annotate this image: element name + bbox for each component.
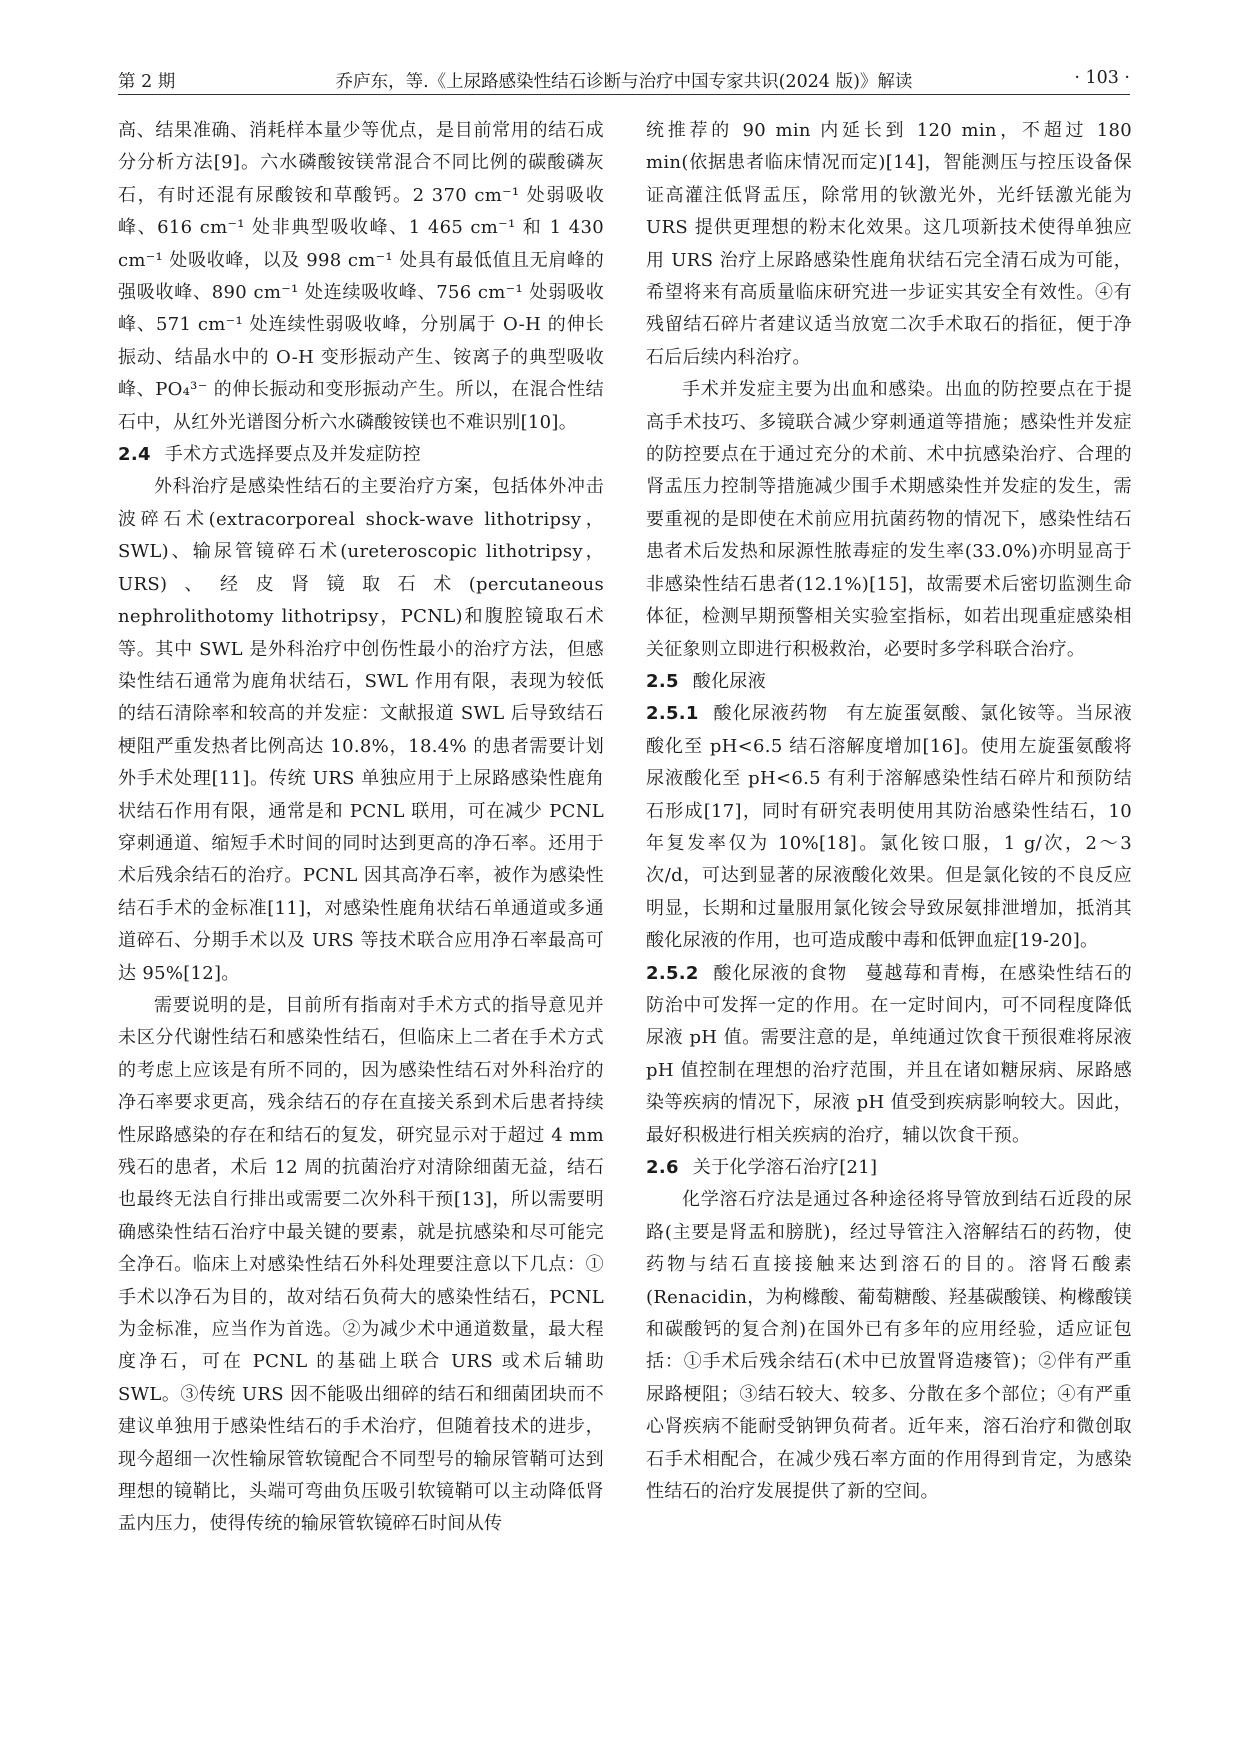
- section-title: 关于化学溶石治疗[21]: [692, 1157, 878, 1178]
- section-number: 2.4: [118, 444, 151, 466]
- subsection-title: 酸化尿液的食物: [712, 962, 848, 984]
- paragraph: 统推荐的 90 min 内延长到 120 min，不超过 180 min(依据患者临床情况而定)[14]，智能测压与控压设备保证高灌注低肾盂压，除常用的钬激光外，光纤铥激光能为 URS 提供更理想的粉末化效果。这几项新技术使得单独应用 URS 治疗上尿路感染性鹿角状结石完全清石成为可能，希望将来有高质量临床研究进一步证实其安全有效性。④有残留结石碎片者建议适当放宽二次手术取石的指征，便于净石后后续内科治疗。: [646, 120, 1132, 368]
- paragraph: 化学溶石疗法是通过各种途径将导管放到结石近段的尿路(主要是肾盂和膀胱)，经过导管注入溶解结石的药物，使药物与结石直接接触来达到溶石的目的。溶肾石酸素(Renacidin，为枸橼酸、葡萄糖酸、羟基碳酸镁、枸橼酸镁和碳酸钙的复合剂)在国外已有多年的应用经验，适应证包括：①手术后残余结石(术中已放置肾造瘘管)；②伴有严重尿路梗阻；③结石较大、较多、分散在多个部位；④有严重心肾疾病不能耐受钠钾负荷者。近年来，溶石治疗和微创取石手术相配合，在减少残石率方面的作用得到肯定，为感染性结石的治疗发展提供了新的空间。: [646, 1189, 1132, 1503]
- left-column: [118, 115, 604, 1541]
- subsection-2-5-2: [646, 958, 1132, 1152]
- running-title: 乔庐东，等.《上尿路感染性结石诊断与治疗中国专家共识(2024 版)》解读: [335, 72, 913, 92]
- right-column: [646, 115, 1132, 1508]
- subsection-title: 酸化尿液药物: [712, 703, 829, 725]
- paragraph: 高、结果准确、消耗样本量少等优点，是目前常用的结石成分分析方法[9]。六水磷酸铵镁常混合不同比例的碳酸磷灰石，有时还混有尿酸铵和草酸钙。2 370 cm⁻¹ 处弱吸收峰、616 cm⁻¹ 处非典型吸收峰、1 465 cm⁻¹ 和 1 430 cm⁻¹ 处吸收峰，以及 998 cm⁻¹ 处具有最低值且无肩峰的强吸收峰、890 cm⁻¹ 处连续吸收峰、756 cm⁻¹ 处弱吸收峰、571 cm⁻¹ 处连续性弱吸收峰，分别属于 O-H 的伸长振动、结晶水中的 O-H 变形振动产生、铵离子的典型吸收峰、PO₄³⁻ 的伸长振动和变形振动产生。所以，在混合性结石中，从红外光谱图分析六水磷酸铵镁也不难识别[10]。: [118, 120, 604, 433]
- section-heading-2-4: [118, 439, 604, 471]
- section-title: 酸化尿液: [692, 670, 766, 692]
- issue-number: 第 2 期: [118, 72, 176, 92]
- section-title: 手术方式选择要点及并发症防控: [164, 444, 421, 466]
- paragraph: 需要说明的是，目前所有指南对手术方式的指导意见并未区分代谢性结石和感染性结石，但临床上二者在手术方式的考虑上应该是有所不同的，因为感染性结石对外科治疗的净石率要求更高，残余结石的存在直接关系到术后患者持续性尿路感染的存在和结石的复发，研究显示对于超过 4 mm 残石的患者，术后 12 周的抗菌治疗对清除细菌无益，结石也最终无法自行排出或需要二次外科干预[13]，所以需要明确感染性结石治疗中最关键的要素，就是抗感染和尽可能完全净石。临床上对感染性结石外科处理要注意以下几点：①手术以净石为目的，故对结石负荷大的感染性结石，PCNL 为金标准，应当作为首选。②为减少术中通道数量，最大程度净石，可在 PCNL 的基础上联合 URS 或术后辅助 SWL。③传统 URS 因不能吸出细碎的结石和细菌团块而不建议单独用于感染性结石的手术治疗，但随着技术的进步，现今超细一次性输尿管软镜配合不同型号的输尿管鞘可达到理想的镜鞘比，头端可弯曲负压吸引软镜鞘可以主动降低肾盂内压力，使得传统的输尿管软镜碎石时间从传: [118, 994, 604, 1535]
- section-number: 2.5: [646, 670, 679, 692]
- subsection-number: 2.5.2: [646, 962, 699, 984]
- subsection-text: 蔓越莓和青梅，在感染性结石的防治中可发挥一定的作用。在一定时间内，可不同程度降低尿液 pH 值。需要注意的是，单纯通过饮食干预很难将尿液 pH 值控制在理想的治疗范围，并且在诸如糖尿病、尿路感染等疾病的情况下，尿液 pH 值受到疾病影响较大。因此，最好积极进行相关疾病的治疗，辅以饮食干预。: [646, 962, 1132, 1146]
- paragraph: 手术并发症主要为出血和感染。出血的防控要点在于提高手术技巧、多镜联合减少穿刺通道等措施；感染性并发症的防控要点在于通过充分的术前、术中抗感染治疗、合理的肾盂压力控制等措施减少围手术期感染性并发症的发生，需要重视的是即使在术前应用抗菌药物的情况下，感染性结石患者术后发热和尿源性脓毒症的发生率(33.0%)亦明显高于非感染性结石患者(12.1%)[15]，故需要术后密切监测生命体征，检测早期预警相关实验室指标，如若出现重症感染相关征象则立即进行积极救治，必要时多学科联合治疗。: [646, 379, 1132, 660]
- section-heading-2-5: [646, 666, 1132, 698]
- paragraph: 外科治疗是感染性结石的主要治疗方案，包括体外冲击波碎石术(extracorporeal shock-wave lithotripsy，SWL)、输尿管镜碎石术(ureteroscopic lithotripsy，URS)、经皮肾镜取石术(percutaneous nephrolithotomy lithotripsy，PCNL)和腹腔镜取石术等。其中 SWL 是外科治疗中创伤性最小的治疗方法，但感染性结石通常为鹿角状结石，SWL 作用有限，表现为较低的结石清除率和较高的并发症：文献报道 SWL 后导致结石梗阻严重发热者比例高达 10.8%，18.4% 的患者需要计划外手术处理[11]。传统 URS 单独应用于上尿路感染性鹿角状结石作用有限，通常是和 PCNL 联用，可在减少 PCNL 穿刺通道、缩短手术时间的同时达到更高的净石率。还用于术后残余结石的治疗。PCNL 因其高净石率，被作为感染性结石手术的金标准[11]，对感染性鹿角状结石单通道或多通道碎石、分期手术以及 URS 等技术联合应用净石率最高可达 95%[12]。: [118, 476, 604, 984]
- section-heading-2-6: [646, 1152, 1132, 1184]
- subsection-text: 有左旋蛋氨酸、氯化铵等。当尿液酸化至 pH<6.5 结石溶解度增加[16]。使用左旋蛋氨酸将尿液酸化至 pH<6.5 有利于溶解感染性结石碎片和预防结石形成[17]，同时有研究表明使用其防治感染性结石，10 年复发率仅为 10%[18]。氯化铵口服，1 g/次，2～3 次/d，可达到显著的尿液酸化效果。但是氯化铵的不良反应明显，长期和过量服用氯化铵会导致尿氨排泄增加，抵消其酸化尿液的作用，也可造成酸中毒和低钾血症[19-20]。: [646, 703, 1132, 952]
- subsection-2-5-1: [646, 698, 1132, 957]
- running-header: [118, 60, 1130, 95]
- subsection-number: 2.5.1: [646, 703, 699, 725]
- page-number: · 103 ·: [1074, 68, 1130, 88]
- section-number: 2.6: [646, 1157, 679, 1178]
